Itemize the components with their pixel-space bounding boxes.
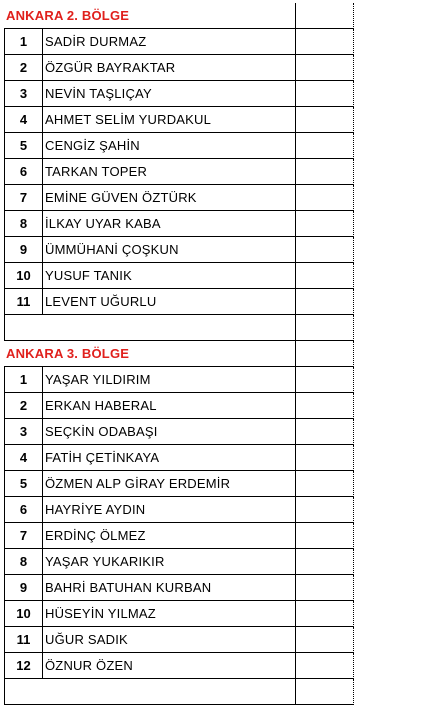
empty-cell[interactable] — [295, 523, 354, 549]
section-title[interactable]: ANKARA 2. BÖLGE — [4, 3, 295, 29]
candidate-name-cell[interactable]: YAŞAR YILDIRIM — [42, 367, 295, 393]
row-number-cell[interactable]: 7 — [4, 523, 42, 549]
empty-cell[interactable] — [295, 601, 354, 627]
row-number-cell[interactable]: 2 — [4, 393, 42, 419]
row-number-cell[interactable]: 9 — [4, 575, 42, 601]
row-number-cell[interactable]: 12 — [4, 653, 42, 679]
empty-cell[interactable] — [295, 627, 354, 653]
row-number-cell[interactable]: 1 — [4, 367, 42, 393]
empty-cell[interactable] — [295, 549, 354, 575]
empty-cell[interactable] — [295, 55, 354, 81]
candidate-name-cell[interactable]: CENGİZ ŞAHİN — [42, 133, 295, 159]
row-number-cell[interactable]: 11 — [4, 627, 42, 653]
candidate-name-cell[interactable]: ÖZMEN ALP GİRAY ERDEMİR — [42, 471, 295, 497]
empty-cell[interactable] — [295, 289, 354, 315]
row-number-cell[interactable]: 7 — [4, 185, 42, 211]
empty-cell[interactable] — [295, 315, 354, 341]
empty-cell[interactable] — [295, 3, 354, 29]
empty-cell[interactable] — [295, 211, 354, 237]
candidate-name-cell[interactable]: ERDİNÇ ÖLMEZ — [42, 523, 295, 549]
row-number-cell[interactable]: 11 — [4, 289, 42, 315]
empty-cell[interactable] — [4, 315, 295, 341]
row-number-cell[interactable]: 5 — [4, 133, 42, 159]
row-number-cell[interactable]: 6 — [4, 497, 42, 523]
empty-cell[interactable] — [295, 133, 354, 159]
row-number-cell[interactable]: 10 — [4, 601, 42, 627]
row-number-cell[interactable]: 3 — [4, 419, 42, 445]
empty-cell[interactable] — [295, 341, 354, 367]
candidate-name-cell[interactable]: HÜSEYİN YILMAZ — [42, 601, 295, 627]
row-number-cell[interactable]: 5 — [4, 471, 42, 497]
candidate-name-cell[interactable]: SADİR DURMAZ — [42, 29, 295, 55]
candidate-name-cell[interactable]: LEVENT UĞURLU — [42, 289, 295, 315]
candidate-name-cell[interactable]: FATİH ÇETİNKAYA — [42, 445, 295, 471]
row-number-cell[interactable]: 10 — [4, 263, 42, 289]
candidate-name-cell[interactable]: İLKAY UYAR KABA — [42, 211, 295, 237]
empty-cell[interactable] — [295, 237, 354, 263]
candidate-name-cell[interactable]: HAYRİYE AYDIN — [42, 497, 295, 523]
empty-cell[interactable] — [295, 81, 354, 107]
empty-cell[interactable] — [295, 419, 354, 445]
candidate-name-cell[interactable]: TARKAN TOPER — [42, 159, 295, 185]
candidate-name-cell[interactable]: UĞUR SADIK — [42, 627, 295, 653]
row-number-cell[interactable]: 2 — [4, 55, 42, 81]
empty-cell[interactable] — [4, 679, 295, 705]
empty-cell[interactable] — [295, 107, 354, 133]
row-number-cell[interactable]: 1 — [4, 29, 42, 55]
candidate-name-cell[interactable]: ÖZNUR ÖZEN — [42, 653, 295, 679]
empty-cell[interactable] — [295, 653, 354, 679]
candidate-name-cell[interactable]: BAHRİ BATUHAN KURBAN — [42, 575, 295, 601]
section-title[interactable]: ANKARA 3. BÖLGE — [4, 341, 295, 367]
row-number-cell[interactable]: 9 — [4, 237, 42, 263]
candidate-name-cell[interactable]: NEVİN TAŞLIÇAY — [42, 81, 295, 107]
empty-cell[interactable] — [295, 263, 354, 289]
candidate-name-cell[interactable]: YUSUF TANIK — [42, 263, 295, 289]
empty-cell[interactable] — [295, 185, 354, 211]
empty-cell[interactable] — [295, 445, 354, 471]
empty-cell[interactable] — [295, 29, 354, 55]
candidate-name-cell[interactable]: ÖZGÜR BAYRAKTAR — [42, 55, 295, 81]
candidate-name-cell[interactable]: YAŞAR YUKARIKIR — [42, 549, 295, 575]
row-number-cell[interactable]: 8 — [4, 211, 42, 237]
row-number-cell[interactable]: 4 — [4, 107, 42, 133]
empty-cell[interactable] — [295, 497, 354, 523]
row-number-cell[interactable]: 8 — [4, 549, 42, 575]
empty-cell[interactable] — [295, 393, 354, 419]
row-number-cell[interactable]: 6 — [4, 159, 42, 185]
candidate-name-cell[interactable]: AHMET SELİM YURDAKUL — [42, 107, 295, 133]
row-number-cell[interactable]: 4 — [4, 445, 42, 471]
candidate-name-cell[interactable]: EMİNE GÜVEN ÖZTÜRK — [42, 185, 295, 211]
empty-cell[interactable] — [295, 471, 354, 497]
candidate-name-cell[interactable]: ÜMMÜHANİ ÇOŞKUN — [42, 237, 295, 263]
empty-cell[interactable] — [295, 679, 354, 705]
empty-cell[interactable] — [295, 575, 354, 601]
row-number-cell[interactable]: 3 — [4, 81, 42, 107]
empty-cell[interactable] — [295, 159, 354, 185]
empty-cell[interactable] — [295, 367, 354, 393]
candidate-name-cell[interactable]: ERKAN HABERAL — [42, 393, 295, 419]
candidate-name-cell[interactable]: SEÇKİN ODABAŞI — [42, 419, 295, 445]
